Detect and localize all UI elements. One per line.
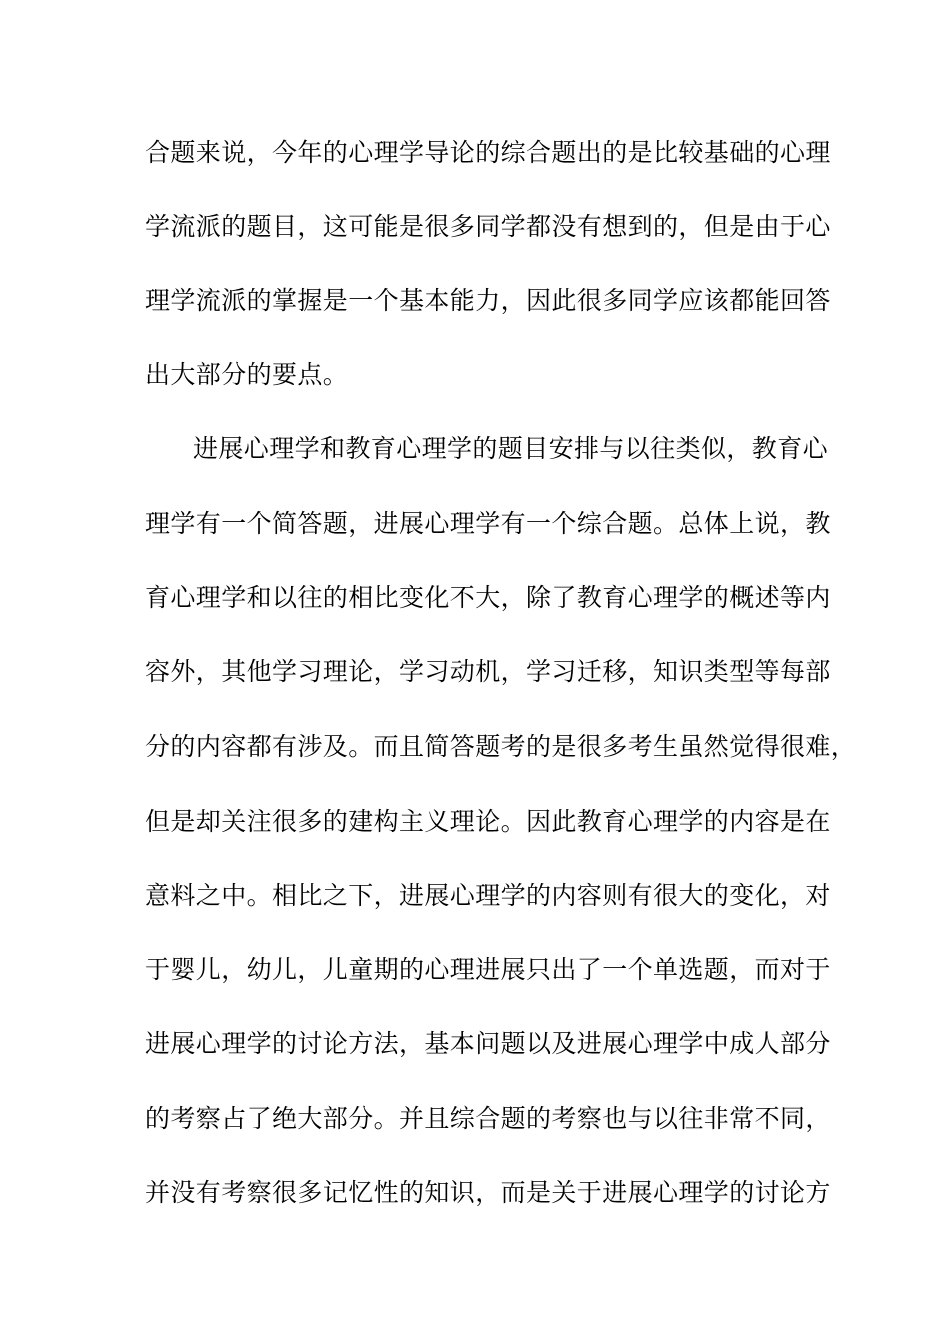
text-line-10: 但是却关注很多的建构主义理论。因此教育心理学的内容是在: [145, 807, 831, 836]
text-line-12: 于婴儿，幼儿，儿童期的心理进展只出了一个单选题，而对于: [145, 955, 831, 984]
text-line-3: 理学流派的掌握是一个基本能力，因此很多同学应该都能回答: [145, 286, 831, 315]
text-line-7: 育心理学和以往的相比变化不大，除了教育心理学的概述等内: [145, 583, 831, 612]
text-line-1: 合题来说，今年的心理学导论的综合题出的是比较基础的心理: [145, 138, 831, 167]
text-line-9: 分的内容都有涉及。而且简答题考的是很多考生虽然觉得很难，: [145, 732, 857, 761]
text-line-14: 的考察占了绝大部分。并且综合题的考察也与以往非常不同，: [145, 1104, 831, 1133]
text-line-5: 进展心理学和教育心理学的题目安排与以往类似，教育心: [193, 434, 829, 463]
text-line-8: 容外，其他学习理论，学习动机，学习迁移，知识类型等每部: [145, 657, 831, 686]
text-line-15: 并没有考察很多记忆性的知识，而是关于进展心理学的讨论方: [145, 1178, 831, 1207]
text-line-11: 意料之中。相比之下，进展心理学的内容则有很大的变化，对: [145, 881, 831, 910]
text-line-2: 学流派的题目，这可能是很多同学都没有想到的，但是由于心: [145, 212, 831, 241]
text-line-4: 出大部分的要点。: [145, 360, 349, 389]
text-line-13: 进展心理学的讨论方法，基本问题以及进展心理学中成人部分: [145, 1029, 831, 1058]
text-line-6: 理学有一个简答题，进展心理学有一个综合题。总体上说，教: [145, 509, 831, 538]
